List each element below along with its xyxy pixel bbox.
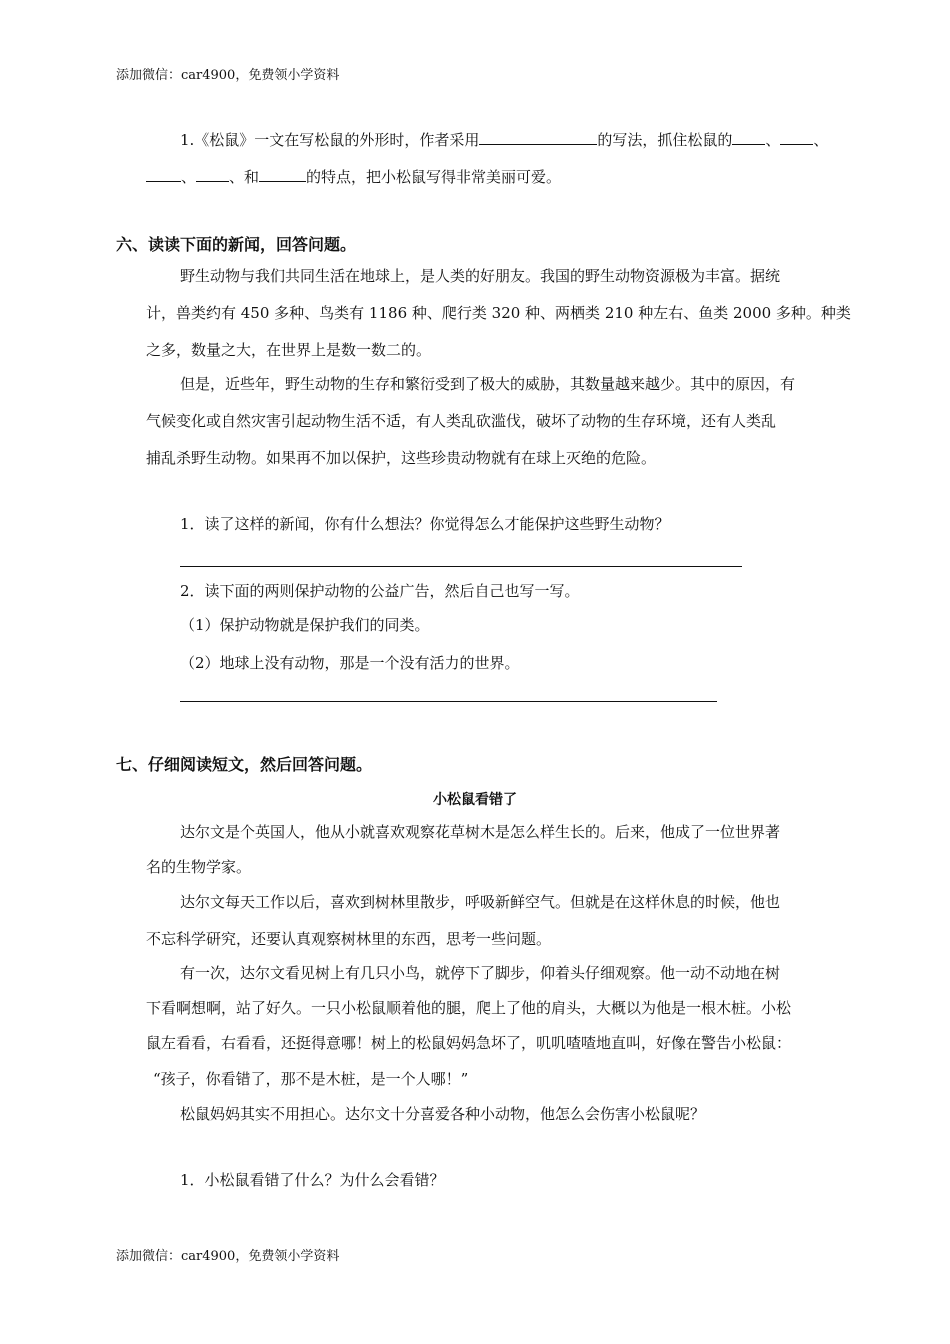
story-line: 不忘科学研究，还要认真观察树林里的东西，思考一些问题。 — [146, 930, 552, 948]
news-para2-line1: 但是，近些年，野生动物的生存和繁衍受到了极大的威胁，其数量越来越少。其中的原因，有 — [180, 375, 796, 393]
squirrel-question-text-a: 1.《松鼠》一文在写松鼠的外形时，作者采用 — [180, 130, 480, 149]
ad-example-1: （1）保护动物就是保护我们的同类。 — [180, 616, 430, 634]
and-text: 和 — [244, 167, 260, 186]
story-title: 小松鼠看错了 — [433, 792, 517, 808]
story-line: 达尔文每天工作以后，喜欢到树林里散步，呼吸新鲜空气。但就是在这样休息的时候，他也 — [180, 893, 781, 911]
header-promo: 添加微信：car4900，免费领小学资料 — [116, 68, 340, 83]
story-line: 有一次，达尔文看见树上有几只小鸟，就停下了脚步，仰着头仔细观察。他一动不动地在树 — [180, 964, 781, 982]
story-question-1: 1．小松鼠看错了什么？为什么会看错？ — [180, 1171, 445, 1189]
separator: 、 — [813, 130, 829, 149]
answer-blank[interactable] — [780, 128, 813, 145]
news-question-2: 2．读下面的两则保护动物的公益广告，然后自己也写一写。 — [180, 582, 580, 600]
section6-heading: 六、读读下面的新闻，回答问题。 — [116, 235, 357, 254]
footer-promo: 添加微信：car4900，免费领小学资料 — [116, 1249, 340, 1264]
answer-line-2[interactable] — [180, 701, 717, 702]
news-para2-line3: 捕乱杀野生动物。如果再不加以保护，这些珍贵动物就有在球上灭绝的危险。 — [146, 449, 657, 467]
separator: 、 — [181, 167, 197, 186]
story-line: 松鼠妈妈其实不用担心。达尔文十分喜爱各种小动物，他怎么会伤害小松鼠呢？ — [180, 1105, 706, 1123]
answer-blank[interactable] — [196, 165, 229, 182]
answer-blank[interactable] — [259, 165, 306, 182]
separator: 、 — [765, 130, 781, 149]
story-line: 下看啊想啊，站了好久。一只小松鼠顺着他的腿，爬上了他的肩头，大概以为他是一根木桩。小松 — [146, 999, 792, 1017]
squirrel-question-line2 — [146, 165, 561, 187]
separator: 、 — [229, 167, 245, 186]
news-para1-line1: 野生动物与我们共同生活在地球上，是人类的好朋友。我国的野生动物资源极为丰富。据统 — [180, 267, 781, 285]
story-line: 名的生物学家。 — [146, 858, 252, 876]
squirrel-question-text-b: 的写法，抓住松鼠的 — [597, 130, 733, 149]
squirrel-question-line1 — [180, 128, 828, 150]
squirrel-question-text-c: 的特点，把小松鼠写得非常美丽可爱。 — [306, 167, 562, 186]
answer-blank[interactable] — [479, 128, 597, 145]
story-line: 鼠左看看，右看看，还挺得意哪！树上的松鼠妈妈急坏了，叽叽喳喳地直叫，好像在警告小松鼠： — [146, 1034, 792, 1052]
section7-heading: 七、仔细阅读短文，然后回答问题。 — [116, 755, 373, 774]
news-para1-line2: 计，兽类约有 450 多种、鸟类有 1186 种、爬行类 320 种、两栖类 210 种左右、鱼类 2000 多种。种类 — [146, 304, 851, 322]
news-para1-line3: 之多，数量之大，在世界上是数一数二的。 — [146, 341, 432, 359]
news-para2-line2: 气候变化或自然灾害引起动物生活不适，有人类乱砍滥伐，破坏了动物的生存环境，还有人类乱 — [146, 412, 777, 430]
answer-blank[interactable] — [732, 128, 765, 145]
ad-example-2: （2）地球上没有动物，那是一个没有活力的世界。 — [180, 654, 520, 672]
answer-blank[interactable] — [146, 165, 181, 182]
story-line: “孩子，你看错了，那不是木桩，是一个人哪！” — [153, 1070, 469, 1088]
story-line: 达尔文是个英国人，他从小就喜欢观察花草树木是怎么样生长的。后来，他成了一位世界著 — [180, 823, 781, 841]
news-question-1: 1．读了这样的新闻，你有什么想法？你觉得怎么才能保护这些野生动物？ — [180, 515, 670, 533]
answer-line-1[interactable] — [180, 566, 742, 567]
